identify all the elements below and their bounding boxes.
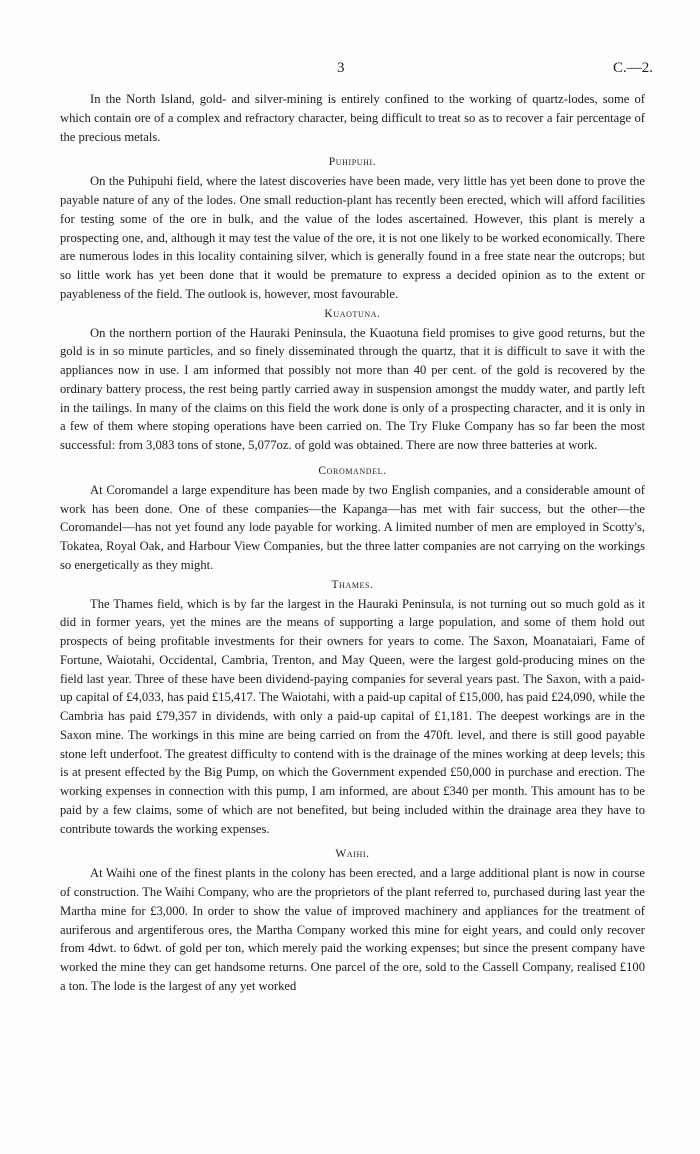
section-paragraph-waihi: At Waihi one of the finest plants in the colony has been erected, and a large additional plant is now in course of construction. The Waihi Company, who are the proprietors of the plant referred to, purchased during last year the Martha mine for £3,000. In order to show the value of improved machinery and appliances for the treatment of auriferous and argentiferous ores, the Martha Company worked this mine for eight years, and could only recover from 4dwt. to 6dwt. of gold per ton, which merely paid the working expenses; but since the present company have worked the mine they can get handsome returns. One parcel of the ore, sold to the Cassell Company, realised £100 a ton. The lode is the largest of any yet worked: [60, 866, 645, 993]
section-paragraph-kuaotuna: On the northern portion of the Hauraki Peninsula, the Kuaotuna field promises to give good returns, but the gold is in so minute particles, and so finely disseminated through the quartz, that it is difficult to save it with the appliances now in use. I am informed that possibly not more than 40 per cent. of the gold is recovered by the ordinary battery process, the rest being partly carried away in suspension amongst the muddy water, and partly left in the tailings. In many of the claims on this field the work done is only of a prospecting character, and it is only in a few of them where stoping operations have been carried on. The Try Fluke Company has so far been the most successful: from 3,083 tons of stone, 5,077oz. of gold was obtained. There are now three batteries at work.: [60, 325, 645, 452]
section-heading-kuaotuna: Kuaotuna.: [324, 307, 381, 320]
section-paragraph-coromandel: At Coromandel a large expenditure has been made by two English companies, and a considerable amount of work has been done. One of these companies—the Kapanga—has met with fair success, but the other—the Coromandel—has not yet found any lode payable for working. A limited number of men are employed in Scotty's, Tokatea, Royal Oak, and Harbour View Companies, but the three latter companies are not carrying on the workings so energetically as they might.: [60, 482, 645, 572]
section-paragraph-thames: The Thames field, which is by far the largest in the Hauraki Peninsula, is not turning out so much gold as it did in former years, yet the mines are the means of supporting a large population, and some of them hold out prospects of being profitable investments for their owners for years to come. The Saxon, Moanataiari, Fame of Fortune, Waiotahi, Occidental, Cambria, Trenton, and May Queen, were the largest gold-producing mines on the field last year. Three of these have been dividend-paying companies for several years past. The Saxon, with a paid-up capital of £4,033, has paid £15,417. The Waiotahi, with a paid-up capital of £15,000, has paid £24,090, while the Cambria has paid £79,357 in dividends, with only a paid-up capital of £1,181. The deepest workings are in the Saxon mine. The workings in this mine are being carried on from the 470ft. level, and there is still good payable stone left underfoot. The greatest difficulty to contend with is the drainage of the mines working at deep levels; this is at present effected by the Big Pump, on which the Government expended £50,000 in purchase and erection. The working expenses in connection with this pump, I am informed, are about £340 per month. This amount has to be paid by a few claims, some of which are not benefited, but being included within the drainage area they have to contribute towards the working expenses.: [60, 596, 645, 836]
document-reference: C.—2.: [613, 60, 654, 76]
section-heading-waihi: Waihi.: [335, 848, 370, 861]
page-number: 3: [337, 60, 345, 76]
section-heading-coromandel: Coromandel.: [318, 464, 387, 477]
section-paragraph-puhipuhi: On the Puhipuhi field, where the latest discoveries have been made, very little has yet been done to prove the payable nature of any of the lodes. One small reduction-plant has recently been erected, which will afford facilities for testing some of the ore in bulk, and the value of the lodes ascertained. However, this plant is merely a prospecting one, and, although it may test the value of the ore, it is not one likely to be worked economically. There are numerous lodes in this locality containing silver, which is generally found in a free state near the outcrops; but so little work has yet been done that it would be premature to express a decided opinion as to the extent or payableness of the field. The outlook is, however, most favourable.: [60, 174, 645, 301]
document-body: [60, 90, 645, 996]
section-heading-thames: Thames.: [331, 578, 374, 591]
intro-paragraph: In the North Island, gold- and silver-mining is entirely confined to the working of quartz-lodes, some of which contain ore of a complex and refractory character, being difficult to treat so as to recover a fair percentage of the precious metals.: [60, 92, 645, 144]
section-heading-puhipuhi: Puhipuhi.: [328, 156, 377, 169]
